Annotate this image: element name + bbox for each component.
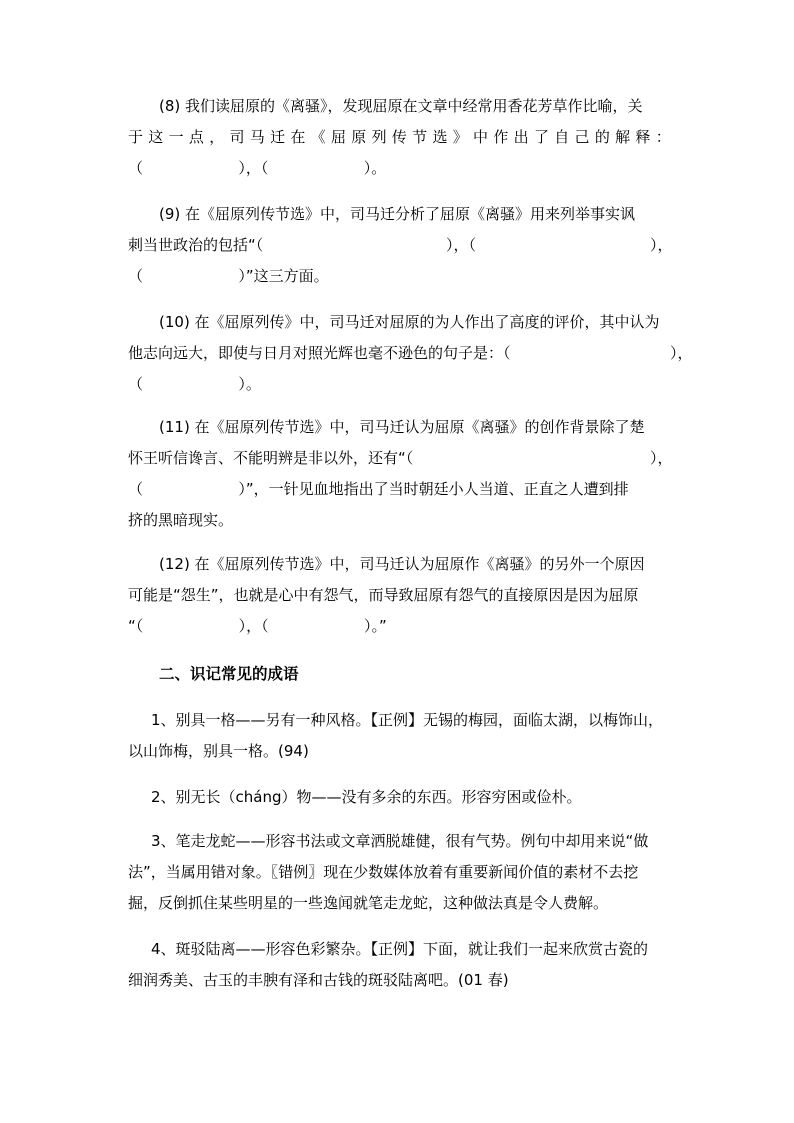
q8-line2-char: 选 — [432, 128, 448, 146]
q8-line2-char: 自 — [554, 128, 570, 146]
q9-line3: （ ）”这三方面。 — [128, 267, 329, 285]
q8-line2-char: 释 — [635, 128, 651, 146]
q8-line2-char: 传 — [391, 128, 407, 146]
q8-line2 — [128, 122, 671, 152]
q9-line2-left: 刺当世政治的包括“（ — [128, 236, 264, 254]
q8-line2-char: 了 — [533, 128, 549, 146]
q11-line2-right: ）， — [650, 449, 673, 467]
q11-line4: 挤的黑暗现实。 — [128, 511, 234, 529]
q8-line2-char: 作 — [493, 128, 509, 146]
q8-line2-char: 解 — [615, 128, 631, 146]
idiom-3-line3: 掘，反倒抓住某些明星的一些逸闻就笔走龙蛇，这种做法真是令人费解。 — [128, 894, 609, 912]
q8-line2-char: 出 — [513, 128, 529, 146]
q8-line2-char: 点 — [188, 128, 204, 146]
q8-line2-char: 屈 — [330, 128, 346, 146]
q8-line2-char: 的 — [594, 128, 610, 146]
idiom-3-line2: 法”，当属用错对象。〖错例〗现在少数媒体放着有重要新闻价值的素材不去挖 — [128, 863, 639, 881]
idiom-4-line2: 细润秀美、古玉的丰腴有泽和古钱的斑驳陆离吧。(01 春) — [128, 971, 509, 989]
q8-line2-char: 节 — [412, 128, 428, 146]
q10-line2-right: ）， — [670, 344, 693, 362]
q8-line2-char: 原 — [351, 128, 367, 146]
q8-line2-char: 列 — [371, 128, 387, 146]
q10-line3: （ ）。 — [128, 375, 261, 393]
q11-line2-left: 怀王听信谗言、不能明辨是非以外，还有“（ — [128, 449, 414, 467]
idiom-4-line1: 4、斑驳陆离——形容色彩繁杂。【正例】下面，就让我们一起来欣赏古瓷的 — [151, 940, 649, 958]
q12-line2: 可能是“怨生”，也就是心中有怨气，而导致屈原有怨气的直接原因是因为屈原 — [128, 586, 639, 604]
q8-line2-char: ： — [655, 128, 671, 146]
q8-line2-char: ， — [209, 128, 225, 146]
q9-line1: (9) 在《屈原列传节选》中，司马迁分析了屈原《离骚》用来列举事实讽 — [159, 205, 636, 223]
q8-line2-char: 中 — [473, 128, 489, 146]
q8-line2-char: 《 — [310, 128, 326, 146]
q8-line2-char: 马 — [249, 128, 265, 146]
q8-line3: （ ），（ ）。 — [128, 159, 387, 177]
q12-line3: “（ ），（ ）。” — [128, 617, 387, 635]
idiom-1-line2: 以山饰梅，别具一格。(94) — [128, 742, 309, 760]
idiom-2-line1: 2、别无长（cháng）物——没有多余的东西。形容穷困或俭朴。 — [151, 788, 582, 806]
q8-line2-char: 于 — [128, 128, 144, 146]
section-heading: 二、识记常见的成语 — [159, 665, 299, 683]
q8-line2-char: 在 — [290, 128, 306, 146]
q8-line2-char: 司 — [229, 128, 245, 146]
q9-line2-mid: ），（ — [446, 236, 477, 254]
q11-line3: （ ）”，一针见血地指出了当时朝廷小人当道、正直之人遭到排 — [128, 480, 629, 498]
q10-line2-left: 他志向远大，即使与日月对照光辉也毫不逊色的句子是：（ — [128, 344, 511, 362]
q8-line2-char: 这 — [148, 128, 164, 146]
q10-line1: (10) 在《屈原列传》中，司马迁对屈原的为人作出了高度的评价，其中认为 — [159, 313, 660, 331]
q9-line2-right: ）， — [650, 236, 673, 254]
q8-line2-char: 迁 — [270, 128, 286, 146]
idiom-1-line1: 1、别具一格——另有一种风格。【正例】无锡的梅园，面临太湖，以梅饰山， — [151, 711, 664, 729]
idiom-3-line1: 3、笔走龙蛇——形容书法或文章洒脱雄健，很有气势。例句中却用来说“做 — [151, 832, 649, 850]
q8-line2-char: 己 — [574, 128, 590, 146]
q8-line2-char: 》 — [452, 128, 468, 146]
q8-line2-char: 一 — [168, 128, 184, 146]
q11-line1: (11) 在《屈原列传节选》中，司马迁认为屈原《离骚》的创作背景除了楚 — [159, 418, 645, 436]
q12-line1: (12) 在《屈原列传节选》中，司马迁认为屈原作《离骚》的另外一个原因 — [159, 555, 645, 573]
q8-line1: (8) 我们读屈原的《离骚》，发现屈原在文章中经常用香花芳草作比喻，关 — [159, 97, 643, 115]
